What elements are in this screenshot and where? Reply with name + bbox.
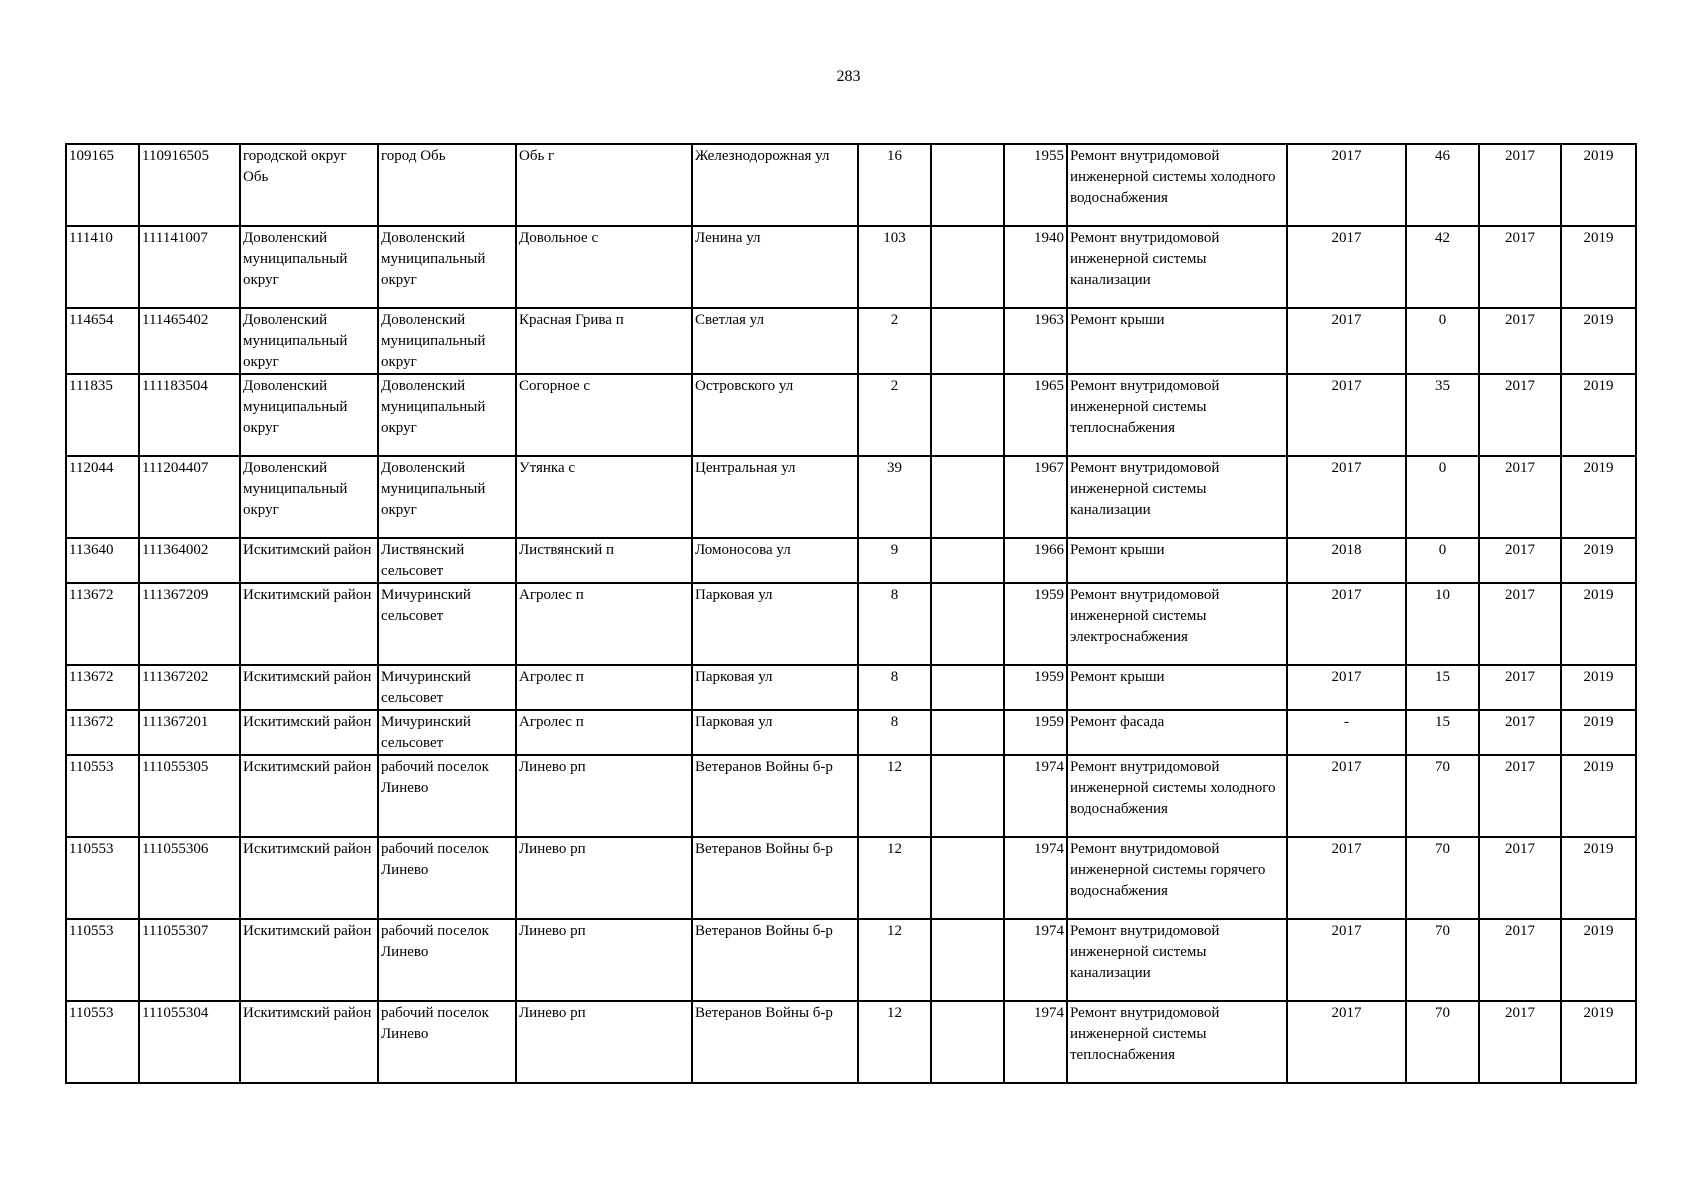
year-built-cell: 1940 [1004, 226, 1067, 308]
building-cell [931, 710, 1004, 755]
building-cell [931, 755, 1004, 837]
wear-percent-cell: 15 [1406, 710, 1479, 755]
year-built-cell: 1974 [1004, 919, 1067, 1001]
last-repair-year-cell: - [1287, 710, 1406, 755]
plan-start-cell: 2017 [1479, 538, 1561, 583]
work-id-cell: 111465402 [139, 308, 240, 374]
work-type-cell: Ремонт внутридомовой инженерной системы канализации [1067, 919, 1287, 1001]
work-type-cell: Ремонт фасада [1067, 710, 1287, 755]
house-id-cell: 111410 [66, 226, 139, 308]
plan-end-cell: 2019 [1561, 144, 1636, 226]
last-repair-year-cell: 2017 [1287, 456, 1406, 538]
building-cell [931, 665, 1004, 710]
wear-percent-cell: 0 [1406, 538, 1479, 583]
street-cell: Островского ул [692, 374, 858, 456]
repair-schedule-table [65, 143, 1637, 1084]
district-cell: Искитимский район [240, 583, 378, 665]
work-id-cell: 111055304 [139, 1001, 240, 1083]
street-cell: Центральная ул [692, 456, 858, 538]
work-id-cell: 111183504 [139, 374, 240, 456]
work-type-cell: Ремонт внутридомовой инженерной системы теплоснабжения [1067, 1001, 1287, 1083]
plan-end-cell: 2019 [1561, 226, 1636, 308]
house-id-cell: 113672 [66, 710, 139, 755]
year-built-cell: 1965 [1004, 374, 1067, 456]
plan-start-cell: 2017 [1479, 710, 1561, 755]
settlement-cell: Обь г [516, 144, 692, 226]
settlement-cell: Агролес п [516, 583, 692, 665]
work-id-cell: 111367201 [139, 710, 240, 755]
municipality-cell: Листвянский сельсовет [378, 538, 516, 583]
building-cell [931, 538, 1004, 583]
settlement-cell: Агролес п [516, 710, 692, 755]
wear-percent-cell: 0 [1406, 456, 1479, 538]
building-cell [931, 308, 1004, 374]
plan-end-cell: 2019 [1561, 1001, 1636, 1083]
building-cell [931, 1001, 1004, 1083]
municipality-cell: рабочий поселок Линево [378, 919, 516, 1001]
last-repair-year-cell: 2017 [1287, 144, 1406, 226]
district-cell: городской округ Обь [240, 144, 378, 226]
house-number-cell: 103 [858, 226, 931, 308]
municipality-cell: рабочий поселок Линево [378, 837, 516, 919]
table-row [66, 456, 1636, 538]
year-built-cell: 1966 [1004, 538, 1067, 583]
table-row [66, 374, 1636, 456]
street-cell: Светлая ул [692, 308, 858, 374]
last-repair-year-cell: 2017 [1287, 226, 1406, 308]
street-cell: Парковая ул [692, 710, 858, 755]
wear-percent-cell: 46 [1406, 144, 1479, 226]
street-cell: Ленина ул [692, 226, 858, 308]
work-type-cell: Ремонт внутридомовой инженерной системы канализации [1067, 226, 1287, 308]
table-row [66, 1001, 1636, 1083]
wear-percent-cell: 70 [1406, 837, 1479, 919]
municipality-cell: Доволенский муниципальный округ [378, 308, 516, 374]
settlement-cell: Линево рп [516, 837, 692, 919]
work-id-cell: 111367209 [139, 583, 240, 665]
year-built-cell: 1959 [1004, 583, 1067, 665]
building-cell [931, 456, 1004, 538]
house-id-cell: 109165 [66, 144, 139, 226]
municipality-cell: Доволенский муниципальный округ [378, 374, 516, 456]
district-cell: Искитимский район [240, 755, 378, 837]
table-row [66, 583, 1636, 665]
page-number: 283 [836, 68, 861, 85]
house-id-cell: 113640 [66, 538, 139, 583]
street-cell: Ветеранов Войны б-р [692, 837, 858, 919]
wear-percent-cell: 0 [1406, 308, 1479, 374]
house-number-cell: 2 [858, 308, 931, 374]
last-repair-year-cell: 2017 [1287, 665, 1406, 710]
house-number-cell: 12 [858, 755, 931, 837]
municipality-cell: Доволенский муниципальный округ [378, 226, 516, 308]
street-cell: Ломоносова ул [692, 538, 858, 583]
wear-percent-cell: 10 [1406, 583, 1479, 665]
house-id-cell: 110553 [66, 919, 139, 1001]
year-built-cell: 1959 [1004, 665, 1067, 710]
work-type-cell: Ремонт внутридомовой инженерной системы холодного водоснабжения [1067, 755, 1287, 837]
municipality-cell: Мичуринский сельсовет [378, 710, 516, 755]
settlement-cell: Довольное с [516, 226, 692, 308]
settlement-cell: Линево рп [516, 919, 692, 1001]
municipality-cell: город Обь [378, 144, 516, 226]
municipality-cell: Мичуринский сельсовет [378, 583, 516, 665]
last-repair-year-cell: 2018 [1287, 538, 1406, 583]
building-cell [931, 919, 1004, 1001]
plan-start-cell: 2017 [1479, 456, 1561, 538]
street-cell: Ветеранов Войны б-р [692, 1001, 858, 1083]
table-row [66, 837, 1636, 919]
settlement-cell: Красная Грива п [516, 308, 692, 374]
house-id-cell: 110553 [66, 755, 139, 837]
plan-start-cell: 2017 [1479, 837, 1561, 919]
year-built-cell: 1974 [1004, 1001, 1067, 1083]
work-id-cell: 111364002 [139, 538, 240, 583]
work-type-cell: Ремонт внутридомовой инженерной системы теплоснабжения [1067, 374, 1287, 456]
plan-start-cell: 2017 [1479, 374, 1561, 456]
last-repair-year-cell: 2017 [1287, 583, 1406, 665]
work-type-cell: Ремонт крыши [1067, 665, 1287, 710]
plan-end-cell: 2019 [1561, 456, 1636, 538]
district-cell: Искитимский район [240, 919, 378, 1001]
house-number-cell: 9 [858, 538, 931, 583]
building-cell [931, 374, 1004, 456]
year-built-cell: 1963 [1004, 308, 1067, 374]
work-id-cell: 111367202 [139, 665, 240, 710]
table-row [66, 144, 1636, 226]
building-cell [931, 837, 1004, 919]
work-id-cell: 111204407 [139, 456, 240, 538]
district-cell: Искитимский район [240, 538, 378, 583]
house-number-cell: 8 [858, 710, 931, 755]
street-cell: Парковая ул [692, 665, 858, 710]
year-built-cell: 1959 [1004, 710, 1067, 755]
work-type-cell: Ремонт внутридомовой инженерной системы канализации [1067, 456, 1287, 538]
municipality-cell: Мичуринский сельсовет [378, 665, 516, 710]
wear-percent-cell: 42 [1406, 226, 1479, 308]
house-id-cell: 111835 [66, 374, 139, 456]
plan-end-cell: 2019 [1561, 583, 1636, 665]
work-type-cell: Ремонт крыши [1067, 538, 1287, 583]
year-built-cell: 1967 [1004, 456, 1067, 538]
plan-end-cell: 2019 [1561, 710, 1636, 755]
work-id-cell: 110916505 [139, 144, 240, 226]
street-cell: Железнодорожная ул [692, 144, 858, 226]
house-id-cell: 113672 [66, 665, 139, 710]
last-repair-year-cell: 2017 [1287, 1001, 1406, 1083]
plan-start-cell: 2017 [1479, 226, 1561, 308]
table-row [66, 919, 1636, 1001]
plan-end-cell: 2019 [1561, 538, 1636, 583]
building-cell [931, 583, 1004, 665]
plan-end-cell: 2019 [1561, 837, 1636, 919]
house-number-cell: 12 [858, 837, 931, 919]
district-cell: Искитимский район [240, 710, 378, 755]
work-id-cell: 111055306 [139, 837, 240, 919]
work-id-cell: 111141007 [139, 226, 240, 308]
municipality-cell: Доволенский муниципальный округ [378, 456, 516, 538]
house-number-cell: 8 [858, 665, 931, 710]
house-id-cell: 110553 [66, 1001, 139, 1083]
year-built-cell: 1974 [1004, 755, 1067, 837]
settlement-cell: Согорное с [516, 374, 692, 456]
table-row [66, 538, 1636, 583]
year-built-cell: 1955 [1004, 144, 1067, 226]
last-repair-year-cell: 2017 [1287, 308, 1406, 374]
house-id-cell: 113672 [66, 583, 139, 665]
last-repair-year-cell: 2017 [1287, 837, 1406, 919]
work-type-cell: Ремонт внутридомовой инженерной системы горячего водоснабжения [1067, 837, 1287, 919]
plan-end-cell: 2019 [1561, 374, 1636, 456]
house-number-cell: 39 [858, 456, 931, 538]
district-cell: Искитимский район [240, 837, 378, 919]
house-id-cell: 114654 [66, 308, 139, 374]
district-cell: Доволенский муниципальный округ [240, 308, 378, 374]
plan-end-cell: 2019 [1561, 919, 1636, 1001]
work-type-cell: Ремонт крыши [1067, 308, 1287, 374]
building-cell [931, 144, 1004, 226]
wear-percent-cell: 70 [1406, 919, 1479, 1001]
plan-end-cell: 2019 [1561, 755, 1636, 837]
last-repair-year-cell: 2017 [1287, 919, 1406, 1001]
plan-start-cell: 2017 [1479, 1001, 1561, 1083]
last-repair-year-cell: 2017 [1287, 374, 1406, 456]
house-number-cell: 16 [858, 144, 931, 226]
settlement-cell: Агролес п [516, 665, 692, 710]
plan-end-cell: 2019 [1561, 308, 1636, 374]
plan-start-cell: 2017 [1479, 665, 1561, 710]
street-cell: Ветеранов Войны б-р [692, 919, 858, 1001]
plan-start-cell: 2017 [1479, 144, 1561, 226]
work-type-cell: Ремонт внутридомовой инженерной системы холодного водоснабжения [1067, 144, 1287, 226]
plan-start-cell: 2017 [1479, 755, 1561, 837]
last-repair-year-cell: 2017 [1287, 755, 1406, 837]
district-cell: Доволенский муниципальный округ [240, 226, 378, 308]
settlement-cell: Линево рп [516, 755, 692, 837]
wear-percent-cell: 35 [1406, 374, 1479, 456]
house-number-cell: 12 [858, 1001, 931, 1083]
house-id-cell: 110553 [66, 837, 139, 919]
wear-percent-cell: 70 [1406, 755, 1479, 837]
work-id-cell: 111055305 [139, 755, 240, 837]
building-cell [931, 226, 1004, 308]
settlement-cell: Линево рп [516, 1001, 692, 1083]
house-number-cell: 2 [858, 374, 931, 456]
district-cell: Искитимский район [240, 1001, 378, 1083]
plan-start-cell: 2017 [1479, 583, 1561, 665]
work-id-cell: 111055307 [139, 919, 240, 1001]
wear-percent-cell: 15 [1406, 665, 1479, 710]
table-row [66, 665, 1636, 710]
district-cell: Искитимский район [240, 665, 378, 710]
table-row [66, 308, 1636, 374]
municipality-cell: рабочий поселок Линево [378, 755, 516, 837]
house-id-cell: 112044 [66, 456, 139, 538]
wear-percent-cell: 70 [1406, 1001, 1479, 1083]
house-number-cell: 8 [858, 583, 931, 665]
year-built-cell: 1974 [1004, 837, 1067, 919]
table-row [66, 710, 1636, 755]
house-number-cell: 12 [858, 919, 931, 1001]
district-cell: Доволенский муниципальный округ [240, 374, 378, 456]
table-row [66, 226, 1636, 308]
plan-start-cell: 2017 [1479, 919, 1561, 1001]
street-cell: Парковая ул [692, 583, 858, 665]
work-type-cell: Ремонт внутридомовой инженерной системы электроснабжения [1067, 583, 1287, 665]
plan-end-cell: 2019 [1561, 665, 1636, 710]
table-row [66, 755, 1636, 837]
street-cell: Ветеранов Войны б-р [692, 755, 858, 837]
district-cell: Доволенский муниципальный округ [240, 456, 378, 538]
plan-start-cell: 2017 [1479, 308, 1561, 374]
municipality-cell: рабочий поселок Линево [378, 1001, 516, 1083]
settlement-cell: Листвянский п [516, 538, 692, 583]
settlement-cell: Утянка с [516, 456, 692, 538]
